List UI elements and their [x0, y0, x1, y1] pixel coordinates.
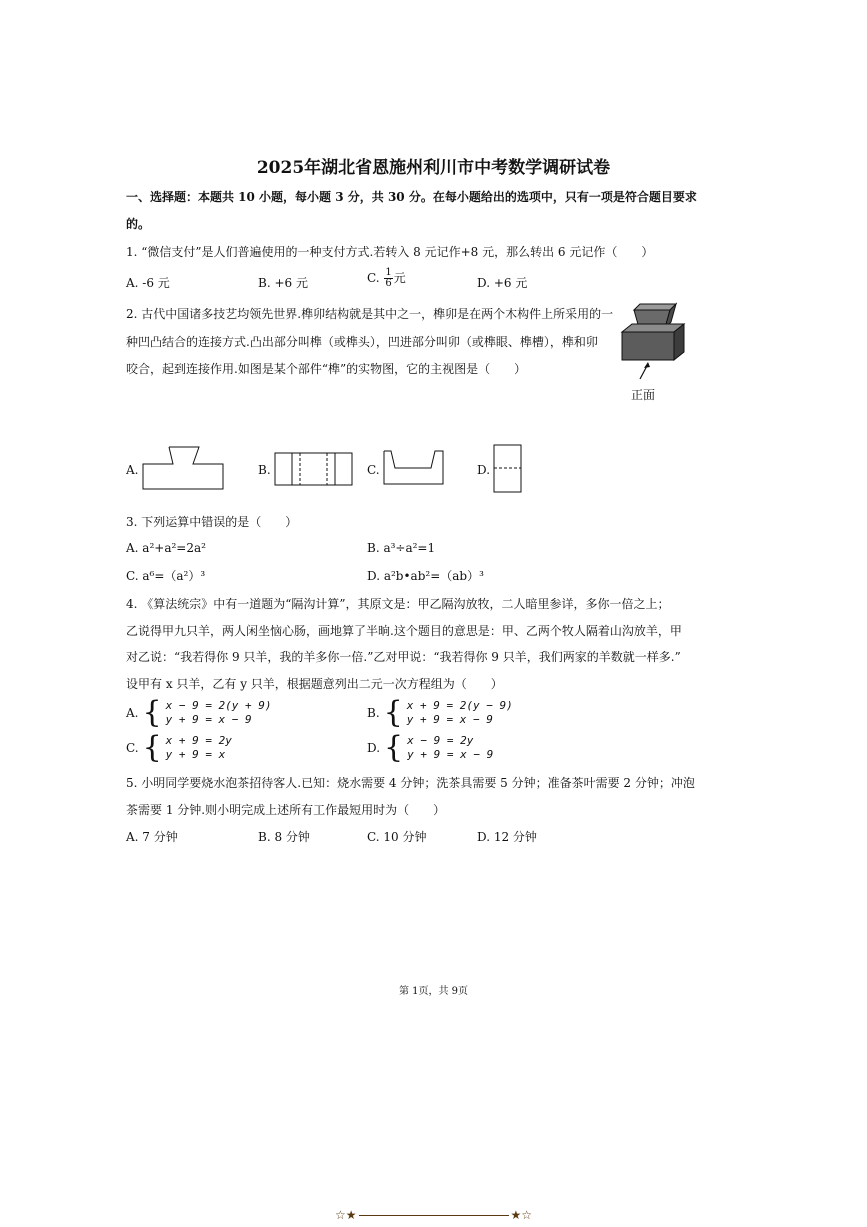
q4-option-c-label: C.: [126, 741, 139, 755]
q3-option-c: C. a⁶=（a²）³: [126, 569, 206, 583]
q2-line3: 咬合，起到连接作用.如图是某个部件“榫”的实物图，它的主视图是（ ）: [126, 362, 527, 376]
q4-option-c: [126, 730, 232, 765]
q5-line1: 5. 小明同学要烧水泡茶招待客人.已知：烧水需要 4 分钟；洗茶具需要 5 分钟；准备茶叶需要 2 分钟；冲泡: [126, 776, 695, 790]
footer-decoration: [0, 1208, 867, 1222]
q4-line3: 对乙说：“我若得你 9 只羊，我的羊多你一倍.”乙对甲说：“我若得你 9 只羊，我们两家的羊数就一样多.”: [126, 650, 681, 664]
brace-icon: {: [384, 730, 404, 765]
q2-option-b: B.: [258, 463, 271, 477]
q1-option-c: [367, 268, 406, 289]
q4-option-b-eq1: x + 9 = 2(y − 9): [406, 699, 513, 712]
q2-option-d: D.: [477, 463, 491, 477]
q1-fraction-denominator: 6: [385, 278, 392, 289]
q2-option-b-figure: [274, 452, 354, 487]
q1-option-a: A. -6 元: [126, 276, 170, 290]
q4-option-c-system: [166, 734, 232, 762]
q3-option-d: D. a²b•ab²=（ab）³: [367, 569, 484, 583]
q5-option-b: B. 8 分钟: [258, 830, 310, 844]
q4-option-a-system: [166, 699, 272, 727]
q1-fraction: [384, 268, 392, 289]
q1-option-c-unit: 元: [393, 271, 406, 285]
q1-option-b: B. +6 元: [258, 276, 308, 290]
section-heading-line2: 的。: [126, 217, 151, 231]
q4-option-d-label: D.: [367, 741, 381, 755]
star-icon: ☆★: [334, 1208, 357, 1222]
page-number: 第 1页，共 9页: [398, 986, 469, 997]
q4-option-a-eq1: x − 9 = 2(y + 9): [165, 699, 272, 712]
brace-icon: {: [142, 695, 162, 730]
q2-option-c: C.: [367, 463, 380, 477]
divider-line: [359, 1215, 509, 1216]
q4-line1: 4. 《算法统宗》中有一道题为“隔沟计算”，其原文是：甲乙隔沟放牧，二人暗里参详，多你一倍之上；: [126, 597, 670, 611]
q4-option-a-label: A.: [126, 706, 139, 720]
q1-option-c-label: C.: [367, 271, 380, 285]
q4-option-d: [367, 730, 494, 765]
q5-option-c: C. 10 分钟: [367, 830, 427, 844]
q4-option-c-eq2: y + 9 = x: [165, 748, 226, 761]
page-title: 2025年湖北省恩施州利川市中考数学调研试卷: [256, 158, 611, 178]
q4-option-c-eq1: x + 9 = 2y: [165, 734, 232, 747]
q4-option-a-eq2: y + 9 = x − 9: [165, 713, 252, 726]
q2-option-a: A.: [126, 463, 139, 477]
q3-stem: 3. 下列运算中错误的是（ ）: [126, 515, 298, 529]
front-view-label: 正面: [631, 388, 656, 402]
star-icon: ★☆: [510, 1208, 533, 1222]
tenon-3d-figure: [618, 300, 690, 382]
q2-line2: 种凹凸结合的连接方式.凸出部分叫榫（或榫头），凹进部分叫卯（或榫眼、榫槽），榫和卯: [126, 335, 598, 349]
q4-option-b-label: B.: [367, 706, 380, 720]
q4-line4: 设甲有 x 只羊，乙有 y 只羊，根据题意列出二元一次方程组为（ ）: [126, 677, 503, 691]
q1-stem: 1. “微信支付”是人们普遍使用的一种支付方式.若转入 8 元记作+8 元，那么转出 6 元记作（ ）: [126, 245, 654, 259]
q4-option-d-system: [407, 734, 493, 762]
q4-option-b-eq2: y + 9 = x − 9: [406, 713, 493, 726]
section-heading-line1: 一、选择题：本题共 10 小题，每小题 3 分，共 30 分。在每小题给出的选项中，只有一项是符合题目要求: [126, 190, 697, 204]
brace-icon: {: [142, 730, 162, 765]
q5-option-d: D. 12 分钟: [477, 830, 537, 844]
q5-option-a: A. 7 分钟: [126, 830, 178, 844]
q3-option-a: A. a²+a²=2a²: [126, 541, 206, 555]
brace-icon: {: [383, 695, 403, 730]
q2-line1: 2. 古代中国诸多技艺均领先世界.榫卯结构就是其中之一，榫卯是在两个木构件上所采用的一: [126, 307, 614, 321]
q3-option-b: B. a³÷a²=1: [367, 541, 436, 555]
q2-option-a-figure: [141, 446, 225, 491]
q5-line2: 茶需要 1 分钟.则小明完成上述所有工作最短用时为（ ）: [126, 803, 446, 817]
q4-option-a: [126, 695, 272, 730]
q4-option-d-eq2: y + 9 = x − 9: [407, 748, 494, 761]
q2-option-c-figure: [383, 450, 445, 486]
q4-line2: 乙说得甲九只羊，两人闲坐恼心肠，画地算了半晌.这个题目的意思是：甲、乙两个牧人隔着山沟放羊，甲: [126, 624, 682, 638]
q4-option-b: [367, 695, 513, 730]
q1-fraction-numerator: 1: [385, 267, 392, 278]
q4-option-b-system: [407, 699, 513, 727]
q4-option-d-eq1: x − 9 = 2y: [407, 734, 474, 747]
q2-option-d-figure: [493, 444, 523, 494]
q1-option-d: D. +6 元: [477, 276, 528, 290]
